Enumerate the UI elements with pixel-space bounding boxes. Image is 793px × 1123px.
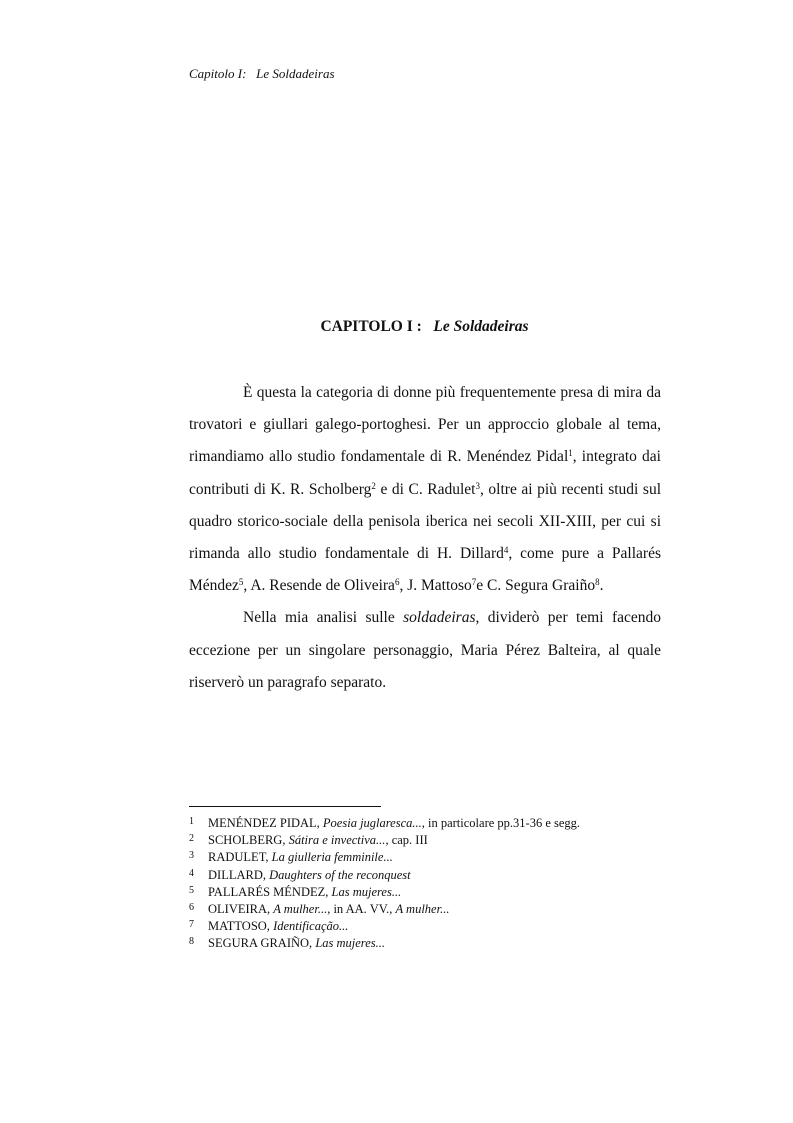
footnote-item [189, 849, 669, 866]
footnote-item [189, 884, 669, 901]
footnote-number: 8 [189, 936, 194, 948]
footnote-number: 5 [189, 884, 194, 896]
body-text [189, 377, 661, 699]
footnote-ref-3[interactable]: 3 [475, 480, 480, 491]
footnote-ref-6[interactable]: 6 [394, 577, 400, 588]
footnote-ref-7[interactable]: 7 [471, 577, 477, 588]
footnote-text: RADULET, La giulleria femminile... [208, 850, 393, 865]
footnote-number: 7 [189, 919, 194, 931]
footnote-text: MATTOSO, Identificação... [208, 919, 349, 934]
footnote-text: DILLARD, Daughters of the reconquest [208, 867, 411, 882]
chapter-heading [0, 318, 793, 336]
paragraph-1: È questa la categoria di donne più frequentemente presa di mira da trovatori e giullari galego-portoghesi. Per un approccio globale al tema, rimandiamo allo studio fondamentale di R. Menéndez Pidal$^1$, integrato dai contributi di K. R. Scholberg$^2$ e di C. Radulet$^3$, oltre ai più recenti studi sul quadro storico-sociale della penisola iberica nei secoli XII-XIII, per cui si rimanda allo studio fondamentale di H. Dillard$^4$, come pure a Pallarés Méndez$^5$, A. Resende de Oliveira$^6$, J. Mattoso$^7$e C. Segura Graiño$^8$. [189, 384, 661, 595]
chapter-title: Le Soldadeiras [433, 318, 529, 335]
paragraph-2: Nella mia analisi sulle soldadeiras, dividerò per temi facendo eccezione per un singolare personaggio, Maria Pérez Balteira, al quale riserverò un paragrafo separato. [189, 609, 661, 691]
footnote-item [189, 935, 669, 952]
footnote-ref-4[interactable]: 4 [503, 545, 509, 556]
footnote-number: 2 [189, 833, 194, 845]
footnotes [189, 815, 669, 953]
footnote-number: 4 [189, 867, 194, 879]
footnote-item [189, 901, 669, 918]
footnote-text: PALLARÉS MÉNDEZ, Las mujeres... [208, 884, 402, 899]
footnote-ref-5[interactable]: 5 [238, 577, 244, 588]
footnote-text: OLIVEIRA, A mulher..., in AA. VV., A mulher... [208, 902, 450, 917]
footnote-number: 6 [189, 902, 194, 914]
footnote-text: MENÉNDEZ PIDAL, Poesia juglaresca..., in particolare pp.31-36 e segg. [208, 816, 581, 830]
running-header: Capitolo I: Le Soldadeiras [189, 66, 335, 81]
footnote-number: 3 [189, 850, 194, 862]
footnote-item [189, 815, 669, 832]
footnote-ref-8[interactable]: 8 [595, 577, 600, 588]
footnote-number: 1 [189, 816, 194, 827]
footnote-ref-2[interactable]: 2 [371, 480, 376, 491]
footnote-text: SEGURA GRAIÑO, Las mujeres... [208, 936, 385, 951]
footnote-item [189, 918, 669, 935]
footnote-item [189, 867, 669, 884]
footnote-item [189, 832, 669, 849]
footnote-text: SCHOLBERG, Sátira e invectiva..., cap. III [208, 833, 428, 848]
footnote-ref-1[interactable]: 1 [568, 448, 573, 459]
chapter-label: CAPITOLO I : [320, 318, 422, 335]
footnote-separator [189, 806, 381, 807]
